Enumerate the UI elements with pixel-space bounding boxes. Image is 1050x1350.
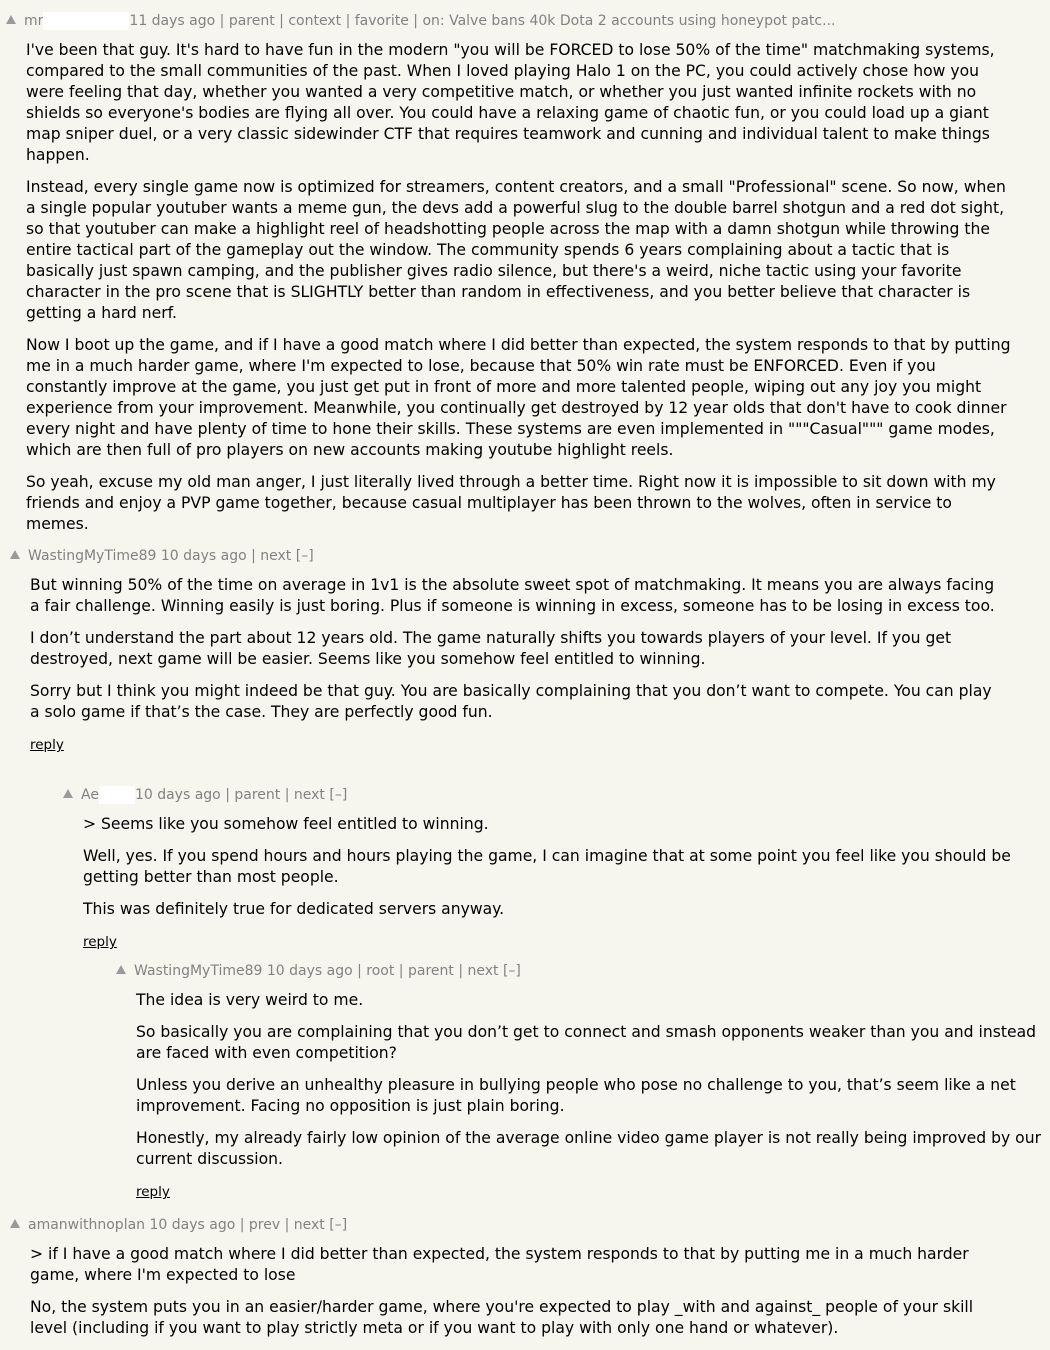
- comment-paragraph: So basically you are complaining that you don’t get to connect and smash opponents weaker than you and instead are faced with even competition?: [136, 1023, 1037, 1062]
- comment-paragraph: So yeah, excuse my old man anger, I just literally lived through a better time. Right now it is impossible to sit down with my friends and enjoy a PVP game together, because casual multiplayer has been thrown to the wolves, often in service to memes.: [26, 473, 996, 533]
- comment-paragraph: I've been that guy. It's hard to have fun in the modern "you will be FORCED to lose 50% of the time" matchmaking systems, compared to the small communities of the past. When I loved playing Halo 1 on the PC, you could actively chose how you were feeling that day, whether you wanted a very competitive match, or whether you just wanted infinite rockets with no shields so everyone's bodies are flying all over. You could have a relaxing game of chaotic fun, or you could load up a giant map sniper duel, or a very classic sidewinder CTF that requires teamwork and cunning and individual talent to make things happen.: [26, 41, 995, 164]
- comment-header: Ae 10 days ago | parent | next [–]: [0, 786, 1040, 804]
- comment: [0, 786, 1040, 950]
- comment-username[interactable]: WastingMyTime89: [28, 548, 157, 564]
- comment-header: mr 11 days ago | parent | context | favorite | on: Valve bans 40k Dota 2 accounts using honeypot patc...: [0, 12, 1040, 30]
- comment-paragraph: I don’t understand the part about 12 years old. The game naturally shifts you towards players of your level. If you get destroyed, next game will be easier. Seems like you somehow feel entitled to winning.: [30, 629, 952, 668]
- comment-username[interactable]: Ae: [81, 787, 99, 803]
- comment-paragraph: > if I have a good match where I did better than expected, the system responds to that by putting me in a much harder game, where I'm expected to lose: [30, 1245, 969, 1284]
- comment-username[interactable]: amanwithnoplan: [28, 1217, 146, 1233]
- comment-paragraph: Instead, every single game now is optimized for streamers, content creators, and a small "Professional" scene. So now, when a single popular youtuber wants a meme gun, the devs add a powerful slug to the double barrel shotgun and a red dot sight, so that youtuber can make a highlight reel of headshotting people across the map with a damn shotgun while throwing the entire tactical part of the gameplay out the window. The community spends 6 years complaining about a tactic that is basically just spawn camping, and the publisher gives radio silence, but there's a weird, niche tactic using your favorite character in the pro scene that is SLIGHTLY better than random in effectiveness, and you better believe that character is getting a hard nerf.: [26, 178, 1006, 322]
- comment-paragraph: Well, yes. If you spend hours and hours playing the game, I can imagine that at some point you feel like you should be getting better than most people.: [83, 847, 1011, 886]
- next-link[interactable]: next [–]: [293, 1217, 348, 1233]
- comment-age[interactable]: 10 days ago: [160, 548, 247, 564]
- comment-age[interactable]: 10 days ago: [266, 963, 353, 979]
- comment-paragraph: This was definitely true for dedicated servers anyway.: [83, 900, 505, 918]
- comment: [0, 1216, 1040, 1337]
- reply-link[interactable]: reply: [30, 737, 64, 753]
- comment-username[interactable]: WastingMyTime89: [134, 963, 263, 979]
- comment-paragraph: Honestly, my already fairly low opinion of the average online video game player is not really being improved by our current discussion.: [136, 1129, 1042, 1168]
- parent-link[interactable]: parent: [407, 963, 454, 979]
- reply-link[interactable]: reply: [136, 1184, 170, 1200]
- upvote-arrow-icon[interactable]: [10, 1219, 20, 1228]
- comment-paragraph: The idea is very weird to me.: [136, 991, 364, 1009]
- root-link[interactable]: root: [366, 963, 395, 979]
- comment-header: amanwithnoplan 10 days ago | prev | next [–]: [0, 1216, 1040, 1234]
- redacted-block: [43, 12, 129, 30]
- prev-link[interactable]: prev: [248, 1217, 281, 1233]
- next-link[interactable]: next [–]: [467, 963, 521, 979]
- story-link[interactable]: Valve bans 40k Dota 2 accounts using honeypot patc...: [449, 13, 836, 29]
- comment-text: [136, 990, 1046, 1202]
- next-link[interactable]: next [–]: [293, 787, 348, 803]
- parent-link[interactable]: parent: [228, 13, 275, 29]
- comment-paragraph: No, the system puts you in an easier/harder game, where you're expected to play _with and against_ people of your skill level (including if you want to play strictly meta or if you want to play with only one hand or whatever).: [30, 1298, 974, 1337]
- reply-link[interactable]: reply: [83, 934, 117, 950]
- redacted-block: [99, 786, 135, 804]
- comment-text: [30, 1244, 1015, 1350]
- comment-paragraph: But winning 50% of the time on average in 1v1 is the absolute sweet spot of matchmaking. It means you are always facing a fair challenge. Winning easily is just boring. Plus if someone is winning in excess, someone has to be losing in excess too.: [30, 576, 995, 615]
- comment-age[interactable]: 10 days ago: [149, 1217, 236, 1233]
- comment-username[interactable]: mr: [24, 13, 44, 29]
- comment: [0, 962, 1048, 1200]
- comment-age[interactable]: 10 days ago: [134, 787, 221, 803]
- comment: [0, 12, 1040, 533]
- comment-header: WastingMyTime89 10 days ago | next [–]: [0, 547, 1040, 565]
- favorite-link[interactable]: favorite: [354, 13, 409, 29]
- comment-paragraph: > Seems like you somehow feel entitled to winning.: [83, 815, 489, 833]
- comment-paragraph: Now I boot up the game, and if I have a good match where I did better than expected, the system responds to that by putting me in a much harder game, where I'm expected to lose, because that 50% win rate must be ENFORCED. Even if you constantly improve at the game, you just get put in front of more and more talented people, wiping out any joy you might experience from your improvement. Meanwhile, you continually get destroyed by 12 year olds that don't have to cook dinner every night and have plenty of time to hone their skills. These systems are even implemented in """Casual""" game modes, which are then full of pro players on new accounts making youtube highlight reels.: [26, 336, 1011, 459]
- comment-paragraph: Sorry but I think you might indeed be that guy. You are basically complaining that you don’t want to compete. You can play a solo game if that’s the case. They are perfectly good fun.: [30, 682, 992, 721]
- comment-text: [83, 814, 1033, 952]
- parent-link[interactable]: parent: [234, 787, 281, 803]
- comment-age[interactable]: 11 days ago: [129, 13, 216, 29]
- upvote-arrow-icon[interactable]: [6, 15, 16, 24]
- comment-header: WastingMyTime89 10 days ago | root | parent | next [–]: [0, 962, 1048, 980]
- comment-paragraph: Unless you derive an unhealthy pleasure in bullying people who pose no challenge to you, that’s seem like a net improvement. Facing no opposition is just plain boring.: [136, 1076, 1016, 1115]
- next-link[interactable]: next [–]: [260, 548, 314, 564]
- context-link[interactable]: context: [288, 13, 342, 29]
- comment-text: [26, 40, 1016, 546]
- comment-text: [30, 575, 1005, 755]
- upvote-arrow-icon[interactable]: [116, 965, 126, 974]
- on-label: on:: [422, 13, 445, 29]
- upvote-arrow-icon[interactable]: [10, 550, 20, 559]
- comment: [0, 547, 1040, 753]
- upvote-arrow-icon[interactable]: [63, 789, 73, 798]
